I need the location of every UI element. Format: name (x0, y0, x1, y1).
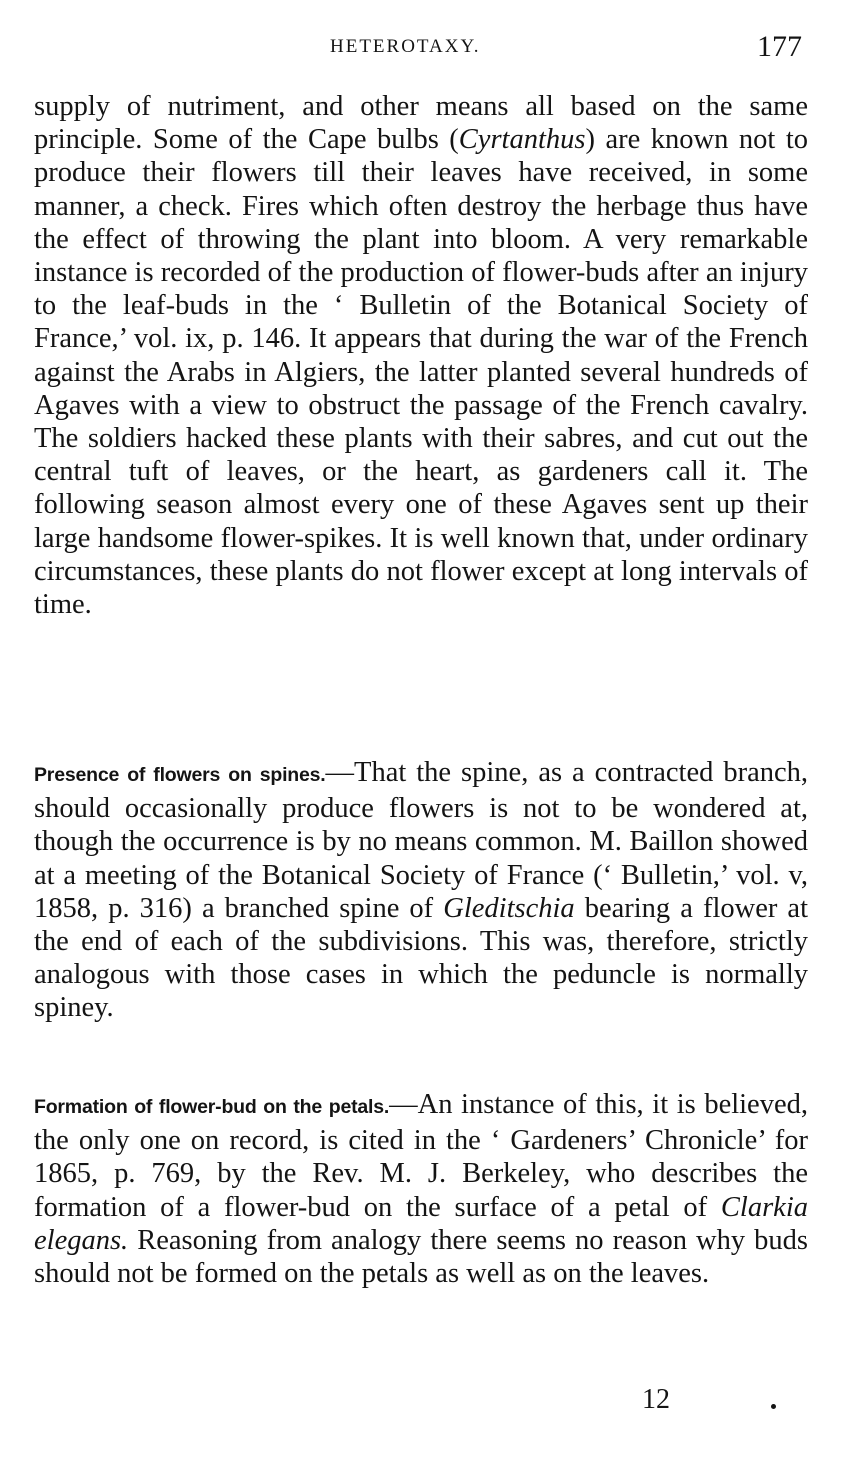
text-segment: —That the spine, as a contracted branch, should occasionally produce flowers is not to be wondered at, though the occurrence is by no means common. M. Baillon showed at a meeting of the Botanical Society of France (‘ Bulletin,’ vol. v, 1858, p. 316) a branched spine of (34, 757, 808, 924)
printer-dot (771, 1404, 776, 1409)
paragraph-bud-on-petals (34, 1088, 808, 1290)
italic-genus-name: Cyrtanthus (458, 124, 586, 156)
paragraph-agave-flowering (34, 90, 808, 621)
signature-mark: 12 (642, 1384, 670, 1415)
italic-species-name: Clarkia elegans. (34, 1191, 808, 1256)
text-segment: supply of nutriment, and other means all based on the same principle. Some of the Cape bulbs ( (34, 91, 808, 156)
text-segment: —An instance of this, it is believed, the only one on record, is cited in the ‘ Gardeners’ Chronicle’ for 1865, p. 769, by the Rev. M. J. Berkeley, who describes the formation of a flower-bud on the surface of a petal of (34, 1089, 808, 1223)
text-segment: Reasoning from analogy there seems no reason why buds should not be formed on the petals as well as on the leaves. (34, 1224, 808, 1290)
section-heading: Formation of flower-bud on the petals. (34, 1096, 390, 1118)
running-head: HETEROTAXY. (330, 36, 481, 57)
text-segment: bearing a flower at the end of each of the subdivisions. This was, therefore, strictly analogous with those cases in which the peduncle is normally spiney. (34, 892, 809, 1024)
page-number: 177 (757, 30, 802, 63)
paragraph-flowers-on-spines (34, 756, 808, 1025)
section-heading: Presence of flowers on spines. (34, 764, 326, 786)
italic-genus-name: Gleditschia (443, 892, 575, 924)
text-segment: ) are known not to produce their flowers till their leaves have received, in some manner, a check. Fires which often destroy the herbage thus have the effect of throwing the plant into bloom. A very remarkable instance is recorded of the production of flower-buds after an injury to the leaf-buds in the ‘ Bulletin of the Botanical Society of France,’ vol. ix, p. 146. It appears that during the war of the French against the Arabs in Algiers, the latter planted several hundreds of Agaves with a view to obstruct the passage of the French cavalry. The soldiers hacked these plants with their sabres, and cut out the central tuft of leaves, or the heart, as gardeners call it. The following season almost every one of these Agaves sent up their large handsome flower-spikes. It is well known that, under ordinary circumstances, these plants do not flower except at long intervals of time. (34, 124, 808, 621)
